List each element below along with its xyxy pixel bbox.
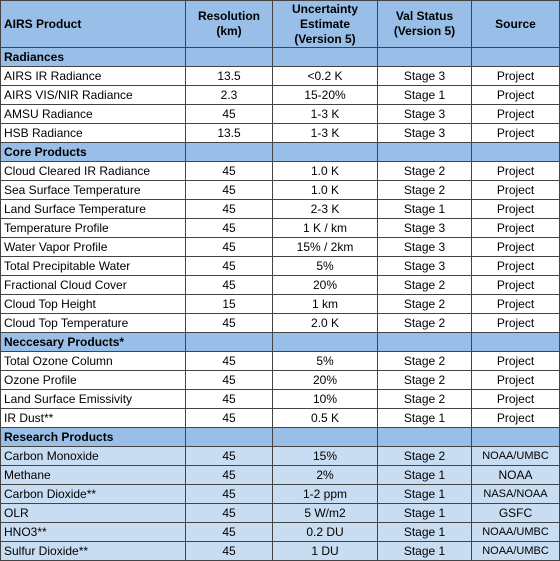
cell-resolution: 45 [186,105,273,124]
cell-uncertainty: 1-3 K [273,105,378,124]
cell-val-status: Stage 3 [378,257,472,276]
cell-source: Project [472,352,560,371]
section-header-row [1,333,560,352]
cell-resolution: 13.5 [186,124,273,143]
table-row [1,390,560,409]
cell-val-status: Stage 2 [378,352,472,371]
cell-source: Project [472,409,560,428]
cell-resolution: 45 [186,371,273,390]
cell-uncertainty: 1.0 K [273,181,378,200]
cell-source: NOAA [472,466,560,485]
table-row [1,314,560,333]
header-uncertainty: Uncertainty Estimate (Version 5) [273,1,378,48]
cell-source: NOAA/UMBC [472,447,560,466]
cell-uncertainty: 2-3 K [273,200,378,219]
cell-resolution: 2.3 [186,86,273,105]
cell-source: Project [472,200,560,219]
header-product: AIRS Product [1,1,186,48]
cell-uncertainty: 5% [273,352,378,371]
cell-uncertainty: 1.0 K [273,162,378,181]
cell-val-status: Stage 3 [378,238,472,257]
cell-product: Carbon Monoxide [1,447,186,466]
table-row [1,504,560,523]
cell-val-status: Stage 2 [378,181,472,200]
header-source: Source [472,1,560,48]
cell-resolution: 45 [186,466,273,485]
section-title: Research Products [1,428,186,447]
cell-uncertainty: 1 km [273,295,378,314]
section-empty-cell [186,428,273,447]
section-empty-cell [378,333,472,352]
table-row [1,257,560,276]
section-empty-cell [186,333,273,352]
section-header-row [1,48,560,67]
cell-val-status: Stage 3 [378,105,472,124]
section-title: Core Products [1,143,186,162]
cell-resolution: 45 [186,257,273,276]
cell-product: AIRS IR Radiance [1,67,186,86]
cell-val-status: Stage 2 [378,314,472,333]
cell-uncertainty: 10% [273,390,378,409]
table-row [1,200,560,219]
cell-source: Project [472,124,560,143]
table-row [1,523,560,542]
cell-uncertainty: 15-20% [273,86,378,105]
cell-uncertainty: 5 W/m2 [273,504,378,523]
table-row [1,181,560,200]
section-empty-cell [378,428,472,447]
cell-product: Temperature Profile [1,219,186,238]
cell-resolution: 45 [186,276,273,295]
cell-product: Cloud Top Height [1,295,186,314]
cell-val-status: Stage 2 [378,447,472,466]
table-row [1,352,560,371]
table-row [1,466,560,485]
table-row [1,67,560,86]
section-empty-cell [472,428,560,447]
cell-resolution: 13.5 [186,67,273,86]
cell-val-status: Stage 2 [378,276,472,295]
cell-val-status: Stage 1 [378,86,472,105]
section-empty-cell [273,428,378,447]
cell-uncertainty: 0.2 DU [273,523,378,542]
cell-source: Project [472,181,560,200]
cell-resolution: 45 [186,162,273,181]
cell-val-status: Stage 2 [378,162,472,181]
table-row [1,485,560,504]
section-header-row [1,143,560,162]
cell-product: Total Ozone Column [1,352,186,371]
cell-uncertainty: 1-2 ppm [273,485,378,504]
table-header [1,1,560,48]
cell-product: Water Vapor Profile [1,238,186,257]
cell-source: Project [472,390,560,409]
cell-uncertainty: 2% [273,466,378,485]
table-body [1,48,560,561]
cell-val-status: Stage 1 [378,466,472,485]
cell-uncertainty: 1-3 K [273,124,378,143]
cell-uncertainty: 1 DU [273,542,378,561]
cell-resolution: 45 [186,409,273,428]
cell-uncertainty: 1 K / km [273,219,378,238]
cell-product: Sulfur Dioxide** [1,542,186,561]
cell-product: Cloud Top Temperature [1,314,186,333]
cell-uncertainty: 2.0 K [273,314,378,333]
section-empty-cell [273,48,378,67]
cell-resolution: 15 [186,295,273,314]
cell-val-status: Stage 1 [378,409,472,428]
cell-source: GSFC [472,504,560,523]
cell-source: Project [472,219,560,238]
table-row [1,447,560,466]
cell-val-status: Stage 1 [378,542,472,561]
cell-val-status: Stage 2 [378,295,472,314]
cell-val-status: Stage 1 [378,485,472,504]
section-empty-cell [472,48,560,67]
cell-product: HSB Radiance [1,124,186,143]
cell-source: Project [472,371,560,390]
section-empty-cell [472,143,560,162]
cell-uncertainty: 0.5 K [273,409,378,428]
table-row [1,295,560,314]
cell-resolution: 45 [186,504,273,523]
table-row [1,162,560,181]
section-header-row [1,428,560,447]
cell-product: Total Precipitable Water [1,257,186,276]
cell-resolution: 45 [186,238,273,257]
cell-product: Ozone Profile [1,371,186,390]
cell-product: Cloud Cleared IR Radiance [1,162,186,181]
cell-uncertainty: 5% [273,257,378,276]
cell-resolution: 45 [186,523,273,542]
table-row [1,219,560,238]
table-row [1,409,560,428]
cell-resolution: 45 [186,390,273,409]
cell-product: Carbon Dioxide** [1,485,186,504]
section-empty-cell [186,143,273,162]
cell-source: Project [472,86,560,105]
table-row [1,276,560,295]
cell-product: Land Surface Temperature [1,200,186,219]
table-row [1,86,560,105]
cell-source: Project [472,314,560,333]
cell-resolution: 45 [186,447,273,466]
cell-product: Fractional Cloud Cover [1,276,186,295]
table-row [1,124,560,143]
cell-resolution: 45 [186,200,273,219]
cell-source: Project [472,238,560,257]
cell-resolution: 45 [186,219,273,238]
table-row [1,371,560,390]
cell-source: NOAA/UMBC [472,523,560,542]
cell-source: NOAA/UMBC [472,542,560,561]
cell-product: AMSU Radiance [1,105,186,124]
header-val-status: Val Status (Version 5) [378,1,472,48]
cell-product: IR Dust** [1,409,186,428]
section-title: Neccesary Products* [1,333,186,352]
cell-val-status: Stage 2 [378,371,472,390]
cell-product: OLR [1,504,186,523]
cell-source: Project [472,295,560,314]
section-empty-cell [186,48,273,67]
section-empty-cell [273,333,378,352]
cell-resolution: 45 [186,485,273,504]
cell-product: Land Surface Emissivity [1,390,186,409]
cell-product: HNO3** [1,523,186,542]
section-empty-cell [378,143,472,162]
cell-uncertainty: 15% / 2km [273,238,378,257]
section-title: Radiances [1,48,186,67]
cell-product: AIRS VIS/NIR Radiance [1,86,186,105]
cell-source: Project [472,276,560,295]
cell-val-status: Stage 3 [378,67,472,86]
cell-resolution: 45 [186,181,273,200]
cell-val-status: Stage 1 [378,523,472,542]
cell-source: Project [472,257,560,276]
cell-source: NASA/NOAA [472,485,560,504]
cell-source: Project [472,105,560,124]
cell-source: Project [472,162,560,181]
cell-resolution: 45 [186,352,273,371]
table-row [1,105,560,124]
cell-val-status: Stage 2 [378,390,472,409]
cell-uncertainty: 20% [273,276,378,295]
cell-uncertainty: <0.2 K [273,67,378,86]
cell-source: Project [472,67,560,86]
table-row [1,542,560,561]
cell-val-status: Stage 3 [378,219,472,238]
cell-val-status: Stage 1 [378,504,472,523]
header-resolution: Resolution (km) [186,1,273,48]
section-empty-cell [378,48,472,67]
cell-product: Methane [1,466,186,485]
cell-val-status: Stage 1 [378,200,472,219]
cell-resolution: 45 [186,314,273,333]
cell-uncertainty: 15% [273,447,378,466]
cell-product: Sea Surface Temperature [1,181,186,200]
section-empty-cell [472,333,560,352]
table-row [1,238,560,257]
cell-val-status: Stage 3 [378,124,472,143]
header-row [1,1,560,48]
section-empty-cell [273,143,378,162]
cell-uncertainty: 20% [273,371,378,390]
cell-resolution: 45 [186,542,273,561]
